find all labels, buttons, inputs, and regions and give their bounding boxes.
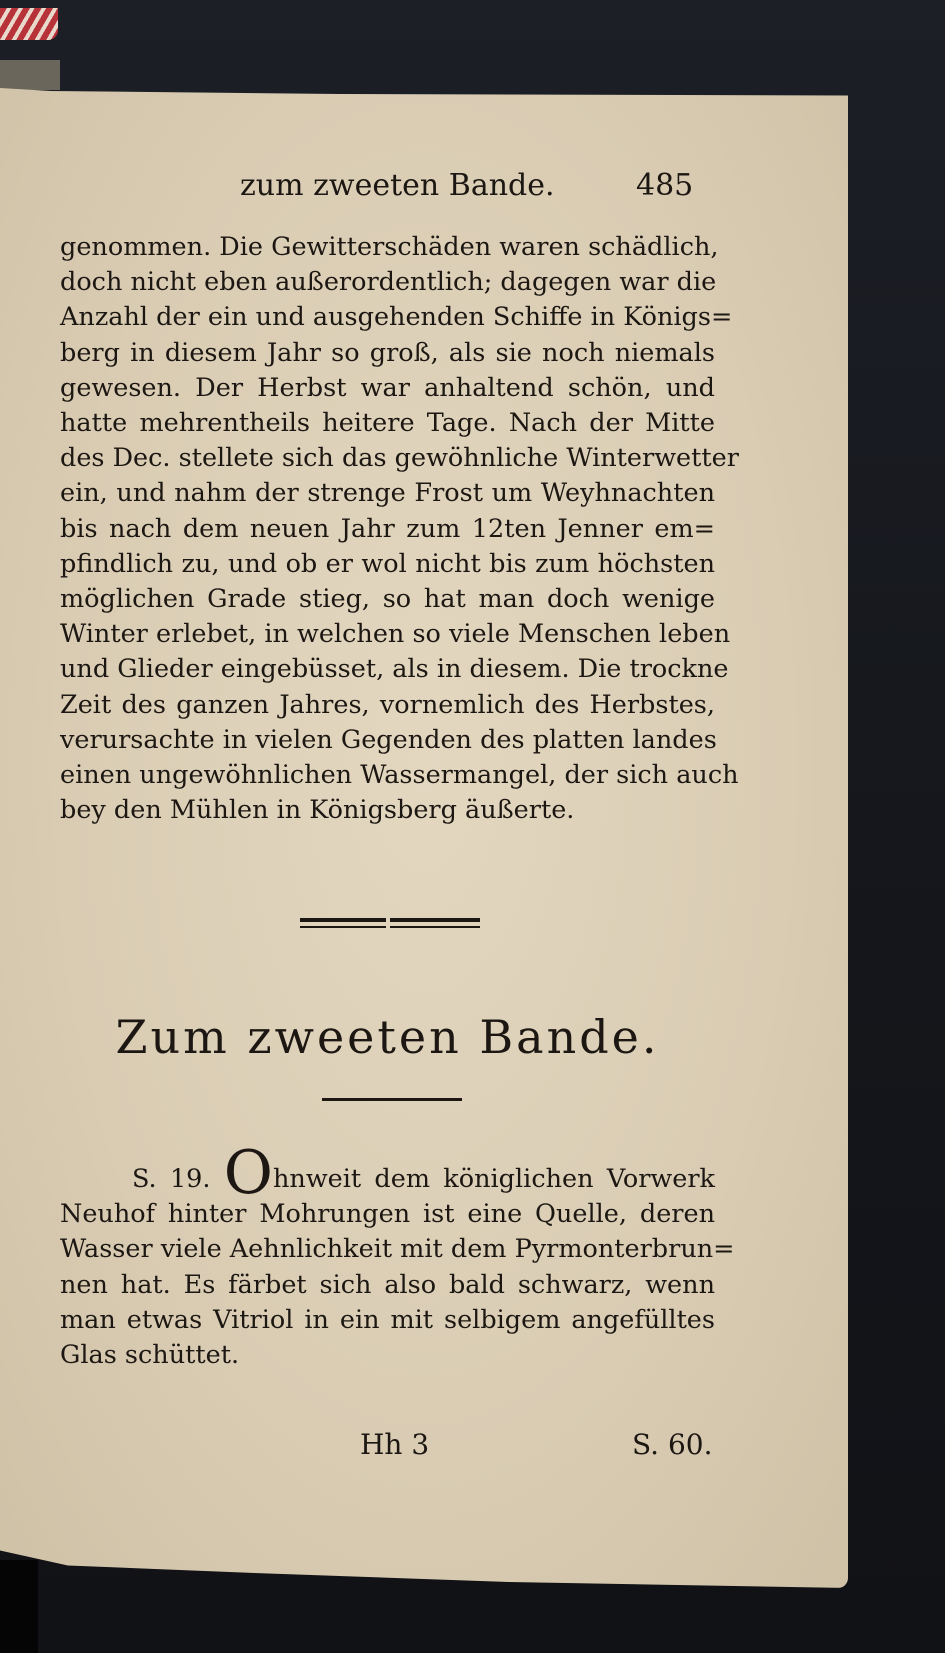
text-line: pfindlich zu, und ob er wol nicht bis zum höchsten [60, 548, 715, 579]
section-ornament-rule [300, 918, 482, 930]
bookmark-ribbon [0, 8, 58, 40]
first-line-text: hnweit dem königlichen Vorwerk [272, 1164, 715, 1194]
text-line: hatte mehrentheils heitere Tage. Nach der Mitte [60, 408, 715, 439]
paragraph-2 [60, 1138, 735, 1373]
paragraph-1 [60, 230, 739, 828]
text-line: verursachte in vielen Gegenden des platten landes [60, 724, 717, 755]
text-line: Anzahl der ein und ausgehenden Schiffe in Königs= [60, 302, 733, 333]
text-line: Wasser viele Aehnlichkeit mit dem Pyrmonterbrun= [60, 1234, 735, 1265]
text-line: ein, und nahm der strenge Frost um Weyhnachten [60, 478, 715, 509]
drop-initial: O [223, 1138, 273, 1208]
text-line: bey den Mühlen in Königsberg äußerte. [60, 795, 575, 826]
text-line: doch nicht eben außerordentlich; dagegen war die [60, 267, 717, 298]
text-line: gewesen. Der Herbst war anhaltend schön, und [60, 372, 715, 403]
ornament-bar [300, 918, 386, 922]
ornament-bar [390, 918, 480, 922]
text-line: möglichen Grade stieg, so hat man doch wenige [60, 584, 715, 615]
running-head: zum zweeten Bande. [240, 168, 555, 203]
text-line: genommen. Die Gewitterschäden waren schädlich, [60, 232, 719, 262]
text-line: Neuhof hinter Mohrungen ist eine Quelle, deren [60, 1199, 715, 1230]
text-line: man etwas Vitriol in ein mit selbigem angefülltes [60, 1304, 715, 1335]
text-line: bis nach dem neuen Jahr zum 12ten Jenner em= [60, 513, 715, 544]
section-title: Zum zweeten Bande. [115, 1010, 660, 1064]
text-line-first [60, 1138, 715, 1208]
text-line: des Dec. stellete sich das gewöhnliche Winterwetter [60, 443, 739, 474]
text-line: nen hat. Es färbet sich also bald schwarz, wenn [60, 1269, 715, 1300]
previous-leaf-edge [0, 60, 60, 90]
page-number: 485 [636, 168, 694, 203]
section-reference: S. 19. [132, 1164, 211, 1194]
title-rule [322, 1098, 462, 1101]
text-line: Winter erlebet, in welchen so viele Menschen leben [60, 619, 731, 650]
text-line: und Glieder eingebüsset, als in diesem. Die trockne [60, 654, 729, 685]
ornament-line [300, 926, 386, 928]
ornament-line [390, 926, 480, 928]
text-line: Glas schüttet. [60, 1340, 240, 1371]
signature-mark: Hh 3 [360, 1428, 430, 1461]
text-line: berg in diesem Jahr so groß, als sie noch niemals [60, 337, 715, 368]
text-line: einen ungewöhnlichen Wassermangel, der sich auch [60, 760, 739, 791]
catchword: S. 60. [632, 1428, 713, 1461]
scan-edge [0, 1560, 38, 1653]
text-line: Zeit des ganzen Jahres, vornemlich des Herbstes, [60, 689, 715, 720]
